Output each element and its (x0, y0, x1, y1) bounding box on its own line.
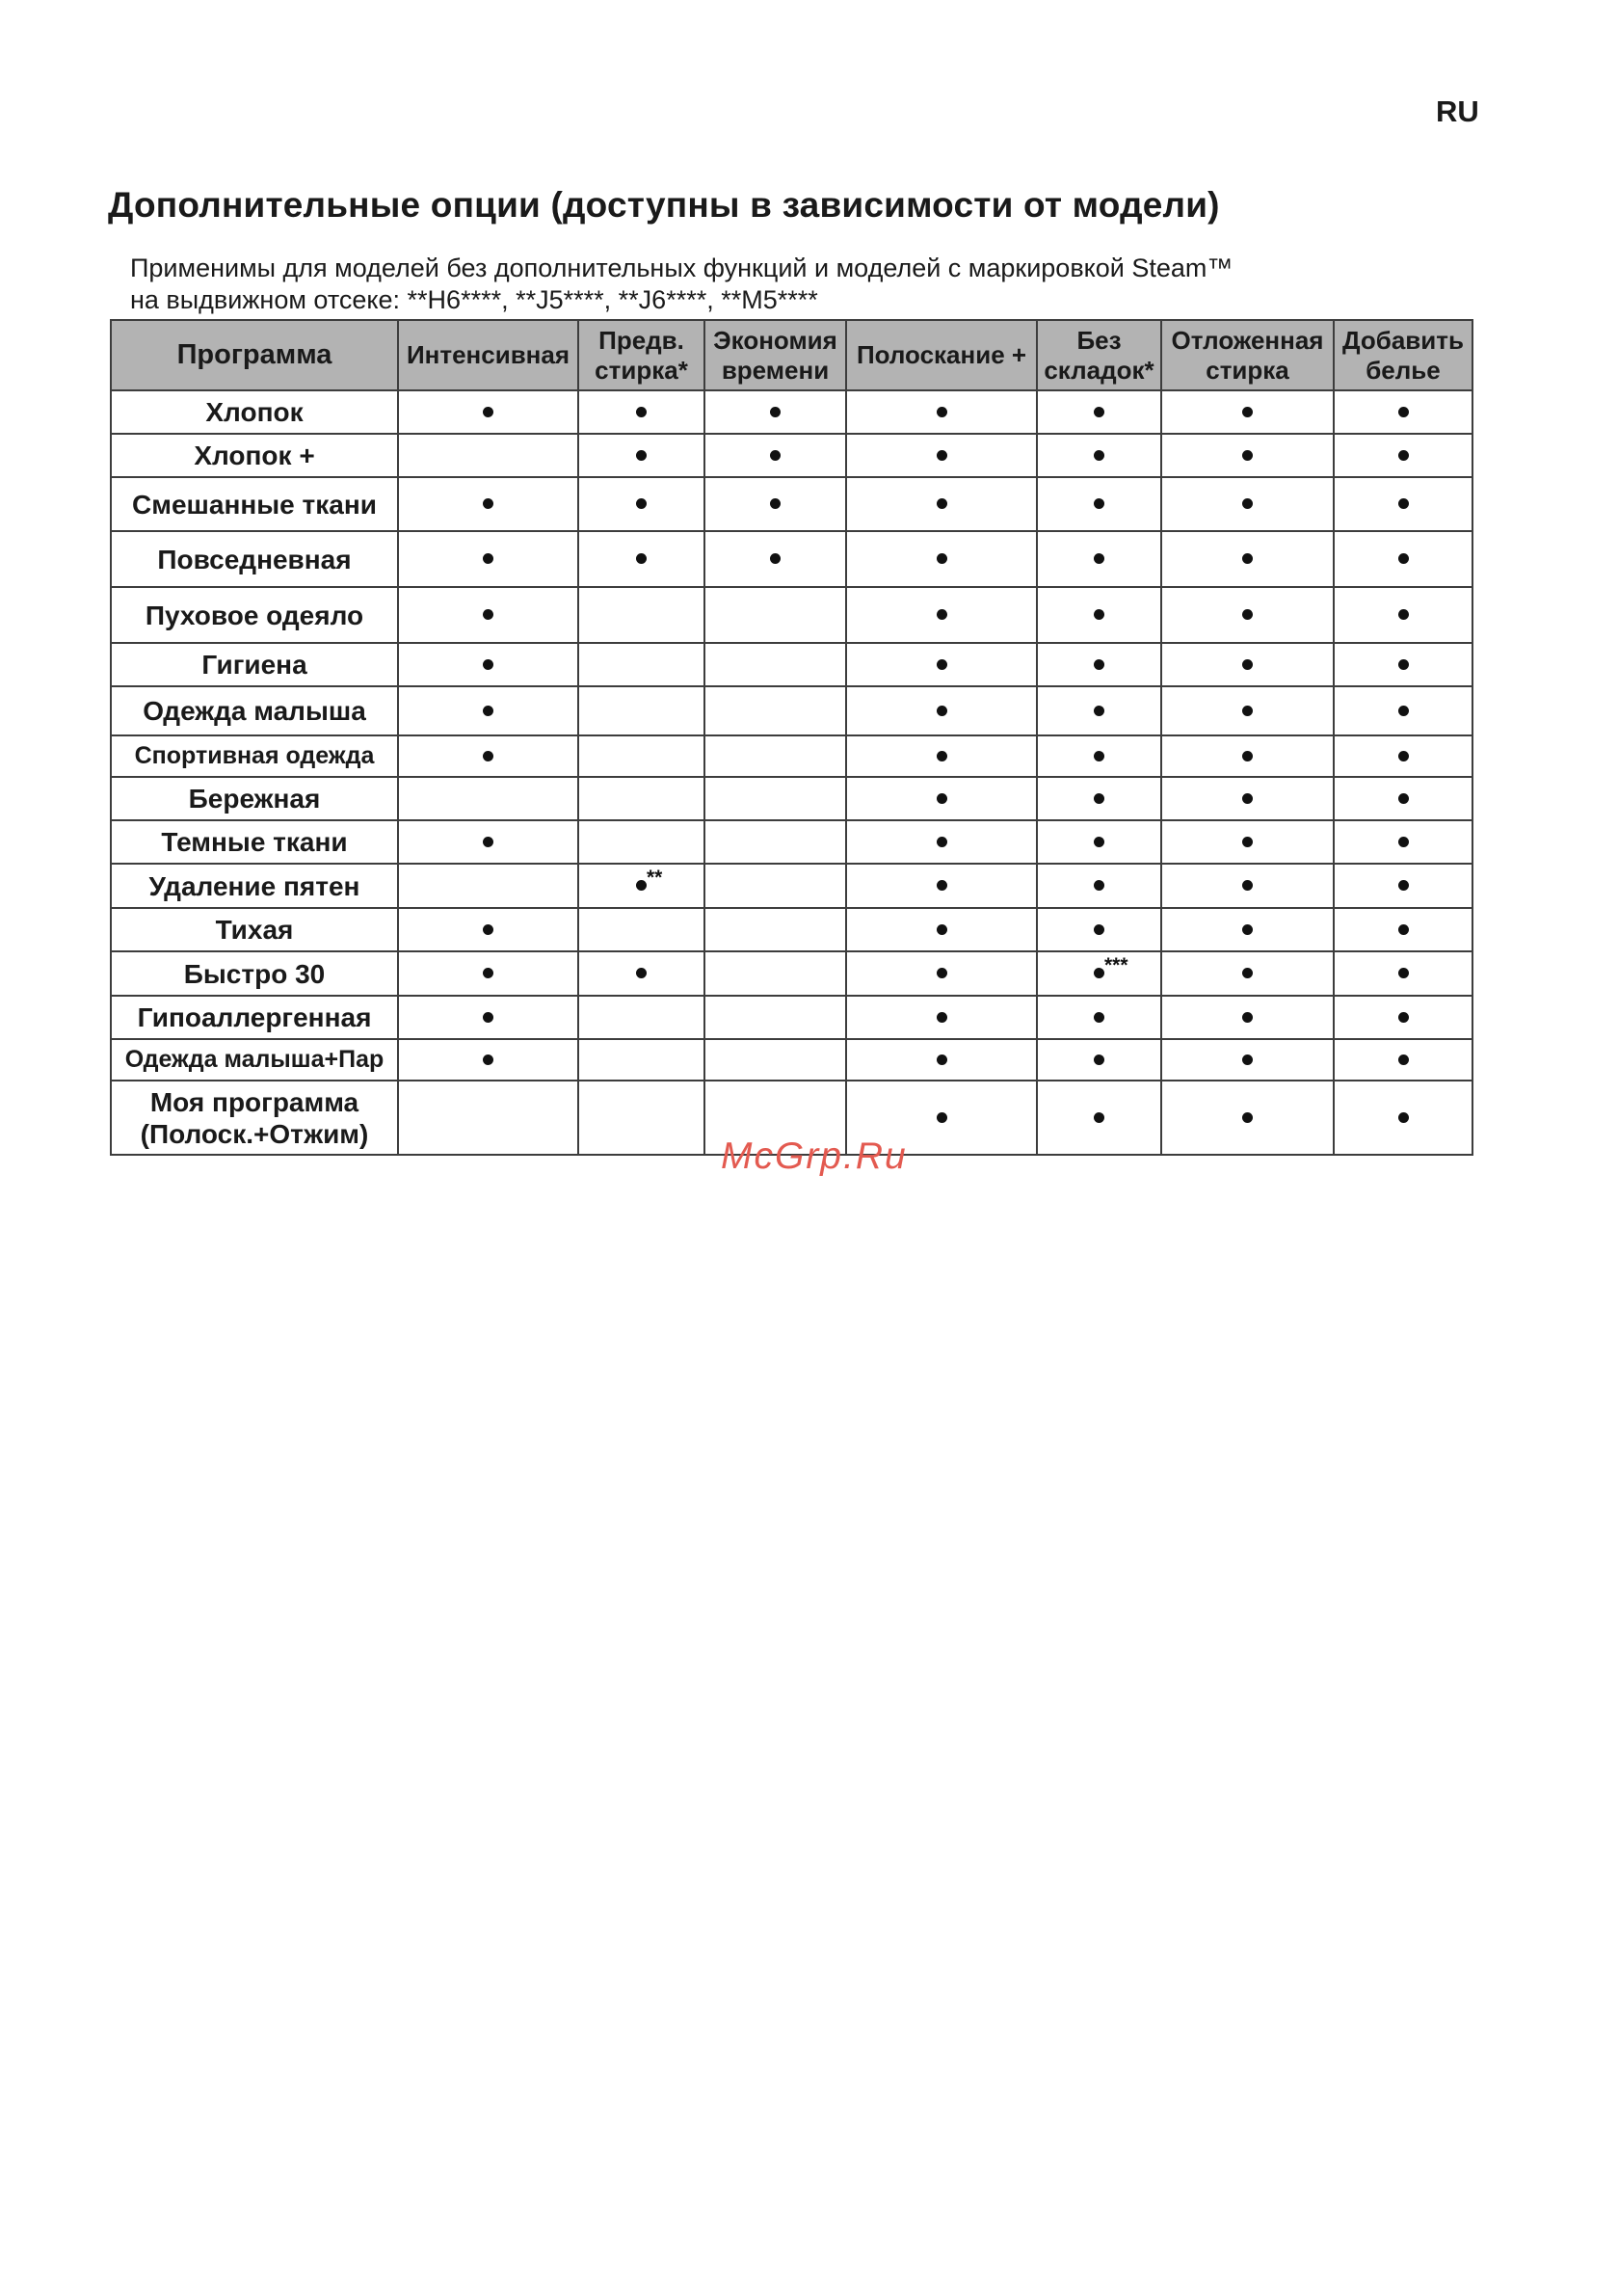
option-cell (1161, 686, 1334, 735)
option-cell (846, 951, 1037, 996)
availability-dot-icon (937, 659, 947, 670)
availability-dot-icon (937, 751, 947, 761)
availability-dot-icon (1242, 498, 1253, 509)
option-cell (1037, 864, 1161, 908)
option-cell (1161, 477, 1334, 531)
availability-dot-icon (937, 924, 947, 935)
availability-dot-icon (483, 706, 493, 716)
availability-dot-icon (770, 498, 781, 509)
availability-dot-icon (1094, 837, 1104, 847)
option-cell (1334, 820, 1472, 864)
table-row (111, 531, 1472, 587)
option-cell (704, 908, 846, 951)
option-cell (1334, 531, 1472, 587)
option-cell (1161, 820, 1334, 864)
availability-dot-icon (1094, 450, 1104, 461)
option-cell (846, 777, 1037, 820)
availability-dot-icon (937, 498, 947, 509)
availability-dot-icon (937, 1112, 947, 1123)
option-cell (846, 1039, 1037, 1081)
option-cell (704, 951, 846, 996)
availability-dot-icon (636, 553, 647, 564)
option-cell (704, 996, 846, 1039)
table-row (111, 643, 1472, 686)
option-cell (704, 864, 846, 908)
option-cell (398, 390, 578, 434)
availability-dot-icon (1398, 924, 1409, 935)
option-cell (704, 477, 846, 531)
option-cell (1037, 735, 1161, 777)
availability-dot-icon (1094, 1012, 1104, 1023)
option-cell (846, 864, 1037, 908)
column-header-program: Программа (111, 320, 398, 390)
table-row (111, 820, 1472, 864)
option-cell (398, 777, 578, 820)
availability-dot-icon (483, 498, 493, 509)
option-cell (398, 996, 578, 1039)
option-cell (846, 996, 1037, 1039)
availability-dot-icon (1398, 659, 1409, 670)
option-cell (1334, 996, 1472, 1039)
table-body (111, 390, 1472, 1155)
option-cell (398, 1081, 578, 1155)
option-cell (1334, 908, 1472, 951)
availability-dot-icon (770, 553, 781, 564)
option-cell (578, 1039, 704, 1081)
availability-dot-icon (1094, 1112, 1104, 1123)
table-row (111, 951, 1472, 996)
option-cell (578, 951, 704, 996)
option-cell (1334, 686, 1472, 735)
availability-dot-icon (1242, 407, 1253, 417)
option-cell (1334, 477, 1472, 531)
availability-dot-icon (1398, 880, 1409, 891)
option-cell (1037, 908, 1161, 951)
option-cell (398, 434, 578, 477)
column-header-2: Предв. стирка* (578, 320, 704, 390)
option-cell (1161, 1039, 1334, 1081)
option-cell (1161, 434, 1334, 477)
footnote-mark: ** (647, 867, 663, 890)
option-cell (846, 531, 1037, 587)
option-cell (1334, 1039, 1472, 1081)
availability-dot-icon (1242, 450, 1253, 461)
program-name: Быстро 30 (111, 951, 398, 996)
availability-dot-icon (1242, 880, 1253, 891)
program-name: Одежда малыша+Пар (111, 1039, 398, 1081)
program-name: Смешанные ткани (111, 477, 398, 531)
availability-dot-icon (1398, 968, 1409, 978)
option-cell (1037, 1081, 1161, 1155)
option-cell (398, 951, 578, 996)
page-title: Дополнительные опции (доступны в зависимости от модели) (108, 185, 1220, 225)
availability-dot-icon (1398, 793, 1409, 804)
availability-dot-icon (1242, 553, 1253, 564)
option-cell (704, 587, 846, 643)
option-cell (704, 434, 846, 477)
table-header-row (111, 320, 1472, 390)
availability-dot-icon (937, 968, 947, 978)
program-name: Темные ткани (111, 820, 398, 864)
availability-dot-icon (483, 1012, 493, 1023)
option-cell (1161, 390, 1334, 434)
option-cell (846, 477, 1037, 531)
availability-dot-icon (1398, 553, 1409, 564)
availability-dot-icon (937, 450, 947, 461)
availability-dot-icon (1242, 1055, 1253, 1065)
option-cell (398, 477, 578, 531)
option-cell (704, 531, 846, 587)
column-header-7: Добавить белье (1334, 320, 1472, 390)
availability-dot-icon (1242, 968, 1253, 978)
availability-dot-icon (636, 498, 647, 509)
option-cell (1037, 587, 1161, 643)
column-header-5: Без складок* (1037, 320, 1161, 390)
availability-dot-icon (1398, 837, 1409, 847)
option-cell (1037, 390, 1161, 434)
option-cell (578, 1081, 704, 1155)
availability-dot-icon (1094, 1055, 1104, 1065)
table-row (111, 477, 1472, 531)
option-cell (578, 531, 704, 587)
option-cell (578, 996, 704, 1039)
program-name: Хлопок + (111, 434, 398, 477)
program-name: Повседневная (111, 531, 398, 587)
table-row (111, 735, 1472, 777)
option-cell (1334, 735, 1472, 777)
availability-dot-icon (483, 1055, 493, 1065)
option-cell (1161, 951, 1334, 996)
table-row (111, 587, 1472, 643)
availability-dot-icon (1242, 1112, 1253, 1123)
option-cell (578, 735, 704, 777)
availability-dot-icon (1242, 1012, 1253, 1023)
availability-dot-icon (1242, 659, 1253, 670)
option-cell (846, 434, 1037, 477)
option-cell (1161, 735, 1334, 777)
program-name: Пуховое одеяло (111, 587, 398, 643)
availability-dot-icon (1094, 407, 1104, 417)
table-row (111, 777, 1472, 820)
table-row (111, 864, 1472, 908)
option-cell (1334, 864, 1472, 908)
availability-dot-icon (483, 553, 493, 564)
option-cell (704, 777, 846, 820)
availability-dot-icon (1094, 553, 1104, 564)
program-name: Бережная (111, 777, 398, 820)
option-cell (578, 643, 704, 686)
program-name: Одежда малыша (111, 686, 398, 735)
program-name: Тихая (111, 908, 398, 951)
option-cell (846, 686, 1037, 735)
option-cell (704, 1039, 846, 1081)
option-cell (578, 390, 704, 434)
option-cell (846, 735, 1037, 777)
availability-dot-icon (1242, 924, 1253, 935)
option-cell (1334, 390, 1472, 434)
option-cell (1161, 777, 1334, 820)
availability-dot-icon (483, 751, 493, 761)
availability-dot-icon (1398, 498, 1409, 509)
option-cell (398, 587, 578, 643)
availability-dot-icon (1094, 954, 1128, 978)
option-cell (578, 477, 704, 531)
availability-dot-icon (1398, 706, 1409, 716)
availability-dot-icon (1094, 706, 1104, 716)
option-cell (1161, 1081, 1334, 1155)
column-header-3: Экономия времени (704, 320, 846, 390)
footnote-mark: *** (1104, 954, 1128, 977)
program-name: Гигиена (111, 643, 398, 686)
availability-dot-icon (1094, 498, 1104, 509)
option-cell (1037, 777, 1161, 820)
availability-dot-icon (1398, 450, 1409, 461)
table-row (111, 908, 1472, 951)
subtitle-line-2: на выдвижном отсеке: **H6****, **J5****, **J6****, **M5**** (130, 285, 818, 314)
option-cell (1161, 643, 1334, 686)
option-cell (1161, 531, 1334, 587)
option-cell (1037, 477, 1161, 531)
language-code: RU (1436, 94, 1479, 128)
program-name: Моя программа (Полоск.+Отжим) (111, 1081, 398, 1155)
availability-dot-icon (1094, 924, 1104, 935)
availability-dot-icon (937, 1012, 947, 1023)
option-cell (1037, 531, 1161, 587)
availability-dot-icon (770, 407, 781, 417)
option-cell (1334, 643, 1472, 686)
availability-dot-icon (1242, 751, 1253, 761)
option-cell (398, 820, 578, 864)
program-name: Удаление пятен (111, 864, 398, 908)
option-cell (846, 390, 1037, 434)
column-header-6: Отложенная стирка (1161, 320, 1334, 390)
program-name: Хлопок (111, 390, 398, 434)
option-cell (1161, 908, 1334, 951)
options-table (110, 319, 1473, 1156)
option-cell (846, 908, 1037, 951)
option-cell (1334, 434, 1472, 477)
option-cell (398, 908, 578, 951)
option-cell (1037, 951, 1161, 996)
subtitle-line-1: Применимы для моделей без дополнительных функций и моделей с маркировкой Steam™ (130, 254, 1233, 282)
subtitle (130, 253, 1233, 316)
option-cell (578, 777, 704, 820)
program-name: Спортивная одежда (111, 735, 398, 777)
availability-dot-icon (636, 968, 647, 978)
table-row (111, 390, 1472, 434)
availability-dot-icon (636, 407, 647, 417)
program-name: Гипоаллергенная (111, 996, 398, 1039)
availability-dot-icon (483, 659, 493, 670)
availability-dot-icon (1398, 1112, 1409, 1123)
availability-dot-icon (483, 924, 493, 935)
option-cell (1037, 820, 1161, 864)
availability-dot-icon (1242, 793, 1253, 804)
option-cell (578, 686, 704, 735)
option-cell (1334, 777, 1472, 820)
option-cell (1037, 686, 1161, 735)
availability-dot-icon (483, 407, 493, 417)
availability-dot-icon (937, 880, 947, 891)
availability-dot-icon (1398, 1055, 1409, 1065)
option-cell (1334, 587, 1472, 643)
option-cell (1037, 996, 1161, 1039)
option-cell (846, 587, 1037, 643)
option-cell (704, 820, 846, 864)
availability-dot-icon (1242, 706, 1253, 716)
column-header-4: Полоскание + (846, 320, 1037, 390)
watermark: McGrp.Ru (721, 1135, 908, 1177)
availability-dot-icon (1398, 609, 1409, 620)
option-cell (1037, 1039, 1161, 1081)
availability-dot-icon (937, 407, 947, 417)
option-cell (578, 864, 704, 908)
availability-dot-icon (1242, 609, 1253, 620)
option-cell (1334, 1081, 1472, 1155)
option-cell (578, 587, 704, 643)
column-header-1: Интенсивная (398, 320, 578, 390)
option-cell (398, 643, 578, 686)
availability-dot-icon (1398, 751, 1409, 761)
table-row (111, 1039, 1472, 1081)
availability-dot-icon (1094, 659, 1104, 670)
option-cell (1037, 434, 1161, 477)
option-cell (1037, 643, 1161, 686)
availability-dot-icon (1094, 751, 1104, 761)
availability-dot-icon (483, 968, 493, 978)
availability-dot-icon (636, 450, 647, 461)
availability-dot-icon (937, 706, 947, 716)
availability-dot-icon (770, 450, 781, 461)
table-row (111, 686, 1472, 735)
availability-dot-icon (1398, 407, 1409, 417)
option-cell (846, 820, 1037, 864)
availability-dot-icon (1094, 609, 1104, 620)
option-cell (398, 686, 578, 735)
option-cell (1334, 951, 1472, 996)
availability-dot-icon (483, 609, 493, 620)
availability-dot-icon (937, 837, 947, 847)
option-cell (704, 390, 846, 434)
option-cell (578, 908, 704, 951)
availability-dot-icon (937, 553, 947, 564)
availability-dot-icon (636, 867, 663, 891)
option-cell (704, 735, 846, 777)
availability-dot-icon (937, 793, 947, 804)
availability-dot-icon (937, 1055, 947, 1065)
table-row (111, 996, 1472, 1039)
table-row (111, 434, 1472, 477)
availability-dot-icon (1242, 837, 1253, 847)
availability-dot-icon (1398, 1012, 1409, 1023)
option-cell (704, 686, 846, 735)
availability-dot-icon (1094, 793, 1104, 804)
availability-dot-icon (937, 609, 947, 620)
option-cell (1161, 996, 1334, 1039)
option-cell (1161, 587, 1334, 643)
option-cell (398, 735, 578, 777)
availability-dot-icon (1094, 880, 1104, 891)
option-cell (578, 434, 704, 477)
option-cell (398, 531, 578, 587)
option-cell (704, 643, 846, 686)
option-cell (1161, 864, 1334, 908)
availability-dot-icon (483, 837, 493, 847)
option-cell (398, 1039, 578, 1081)
option-cell (398, 864, 578, 908)
option-cell (578, 820, 704, 864)
option-cell (846, 643, 1037, 686)
